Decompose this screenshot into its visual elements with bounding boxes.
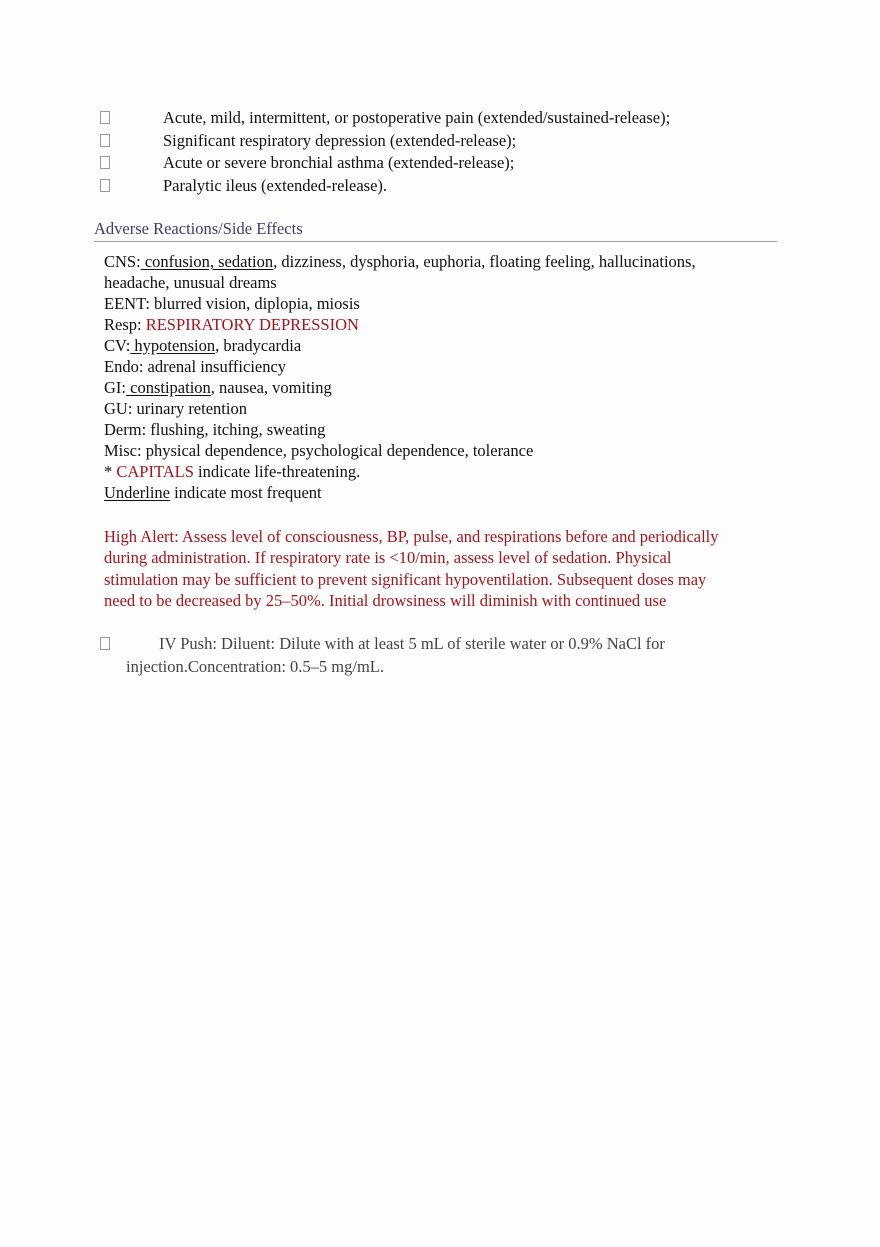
eent-line: EENT: blurred vision, diplopia, miosis: [104, 294, 360, 313]
list-item-text: Paralytic ileus (extended-release).: [163, 175, 388, 195]
legend-capitals-line: [104, 461, 764, 482]
cns-line-2: headache, unusual dreams: [104, 273, 277, 292]
gi-frequent: constipation: [126, 378, 211, 397]
misc-line: Misc: physical dependence, psychological dependence, tolerance: [104, 441, 534, 460]
gi-line: [104, 377, 764, 398]
resp-line: [104, 314, 764, 335]
high-alert-paragraph: [104, 526, 764, 611]
cv-frequent: hypotension: [130, 336, 216, 355]
derm-line: Derm: flushing, itching, sweating: [104, 420, 326, 439]
iv-push-line: [100, 632, 740, 655]
resp-life-threatening: RESPIRATORY DEPRESSION: [145, 315, 359, 334]
list-item: [100, 175, 800, 198]
high-alert-line: during administration. If respiratory rate is <10/min, assess level of sedation. Physical: [104, 548, 672, 568]
list-item-text: Acute or severe bronchial asthma (extended-release);: [163, 153, 515, 172]
section-heading-adverse-reactions: Adverse Reactions/Side Effects: [94, 218, 777, 242]
list-item: [100, 130, 800, 153]
adverse-reactions-block: [104, 251, 764, 503]
bullet-box-icon: [100, 179, 110, 192]
legend-star: *: [104, 462, 117, 481]
bullet-box-icon: [100, 156, 110, 169]
legend-capitals-text: indicate life-threatening.: [193, 462, 361, 481]
legend-capitals: CAPITALS: [116, 462, 194, 481]
contraindications-list: [100, 107, 800, 197]
cns-line: [104, 251, 764, 272]
cns-rest: , dizziness, dysphoria, euphoria, floating feeling, hallucinations,: [273, 252, 696, 271]
resp-label: Resp:: [104, 315, 146, 334]
cv-line: [104, 335, 764, 356]
gi-rest: , nausea, vomiting: [210, 378, 332, 397]
gu-line: GU: urinary retention: [104, 399, 247, 418]
cv-label: CV:: [104, 336, 131, 355]
iv-push-text: IV Push: Diluent: Dilute with at least 5 mL of sterile water or 0.9% NaCl for: [159, 634, 665, 653]
legend-underline-line: [104, 482, 764, 503]
legend-underline: Underline: [104, 483, 170, 502]
high-alert-line: stimulation may be sufficient to prevent significant hypoventilation. Subsequent doses may: [104, 569, 707, 589]
list-item-text: Acute, mild, intermittent, or postoperative pain (extended/sustained-release);: [163, 108, 671, 127]
list-item-text: Significant respiratory depression (extended-release);: [163, 130, 517, 150]
high-alert-line: High Alert: Assess level of consciousness, BP, pulse, and respirations before and periodically: [104, 527, 719, 546]
endo-line: Endo: adrenal insufficiency: [104, 357, 287, 376]
list-item: [100, 107, 800, 130]
iv-push-text-2: injection.Concentration: 0.5–5 mg/mL.: [126, 657, 384, 676]
cv-rest: , bradycardia: [215, 336, 302, 355]
gi-label: GI:: [104, 378, 126, 397]
list-item: [100, 152, 800, 175]
bullet-box-icon: [100, 111, 110, 124]
cns-label: CNS:: [104, 252, 141, 271]
iv-push-item: [100, 632, 740, 678]
cns-frequent: confusion, sedation: [140, 252, 274, 271]
high-alert-line: need to be decreased by 25–50%. Initial drowsiness will diminish with continued use: [104, 590, 667, 610]
bullet-box-icon: [100, 134, 110, 147]
bullet-box-icon: [100, 637, 110, 650]
legend-underline-text: indicate most frequent: [169, 483, 322, 502]
